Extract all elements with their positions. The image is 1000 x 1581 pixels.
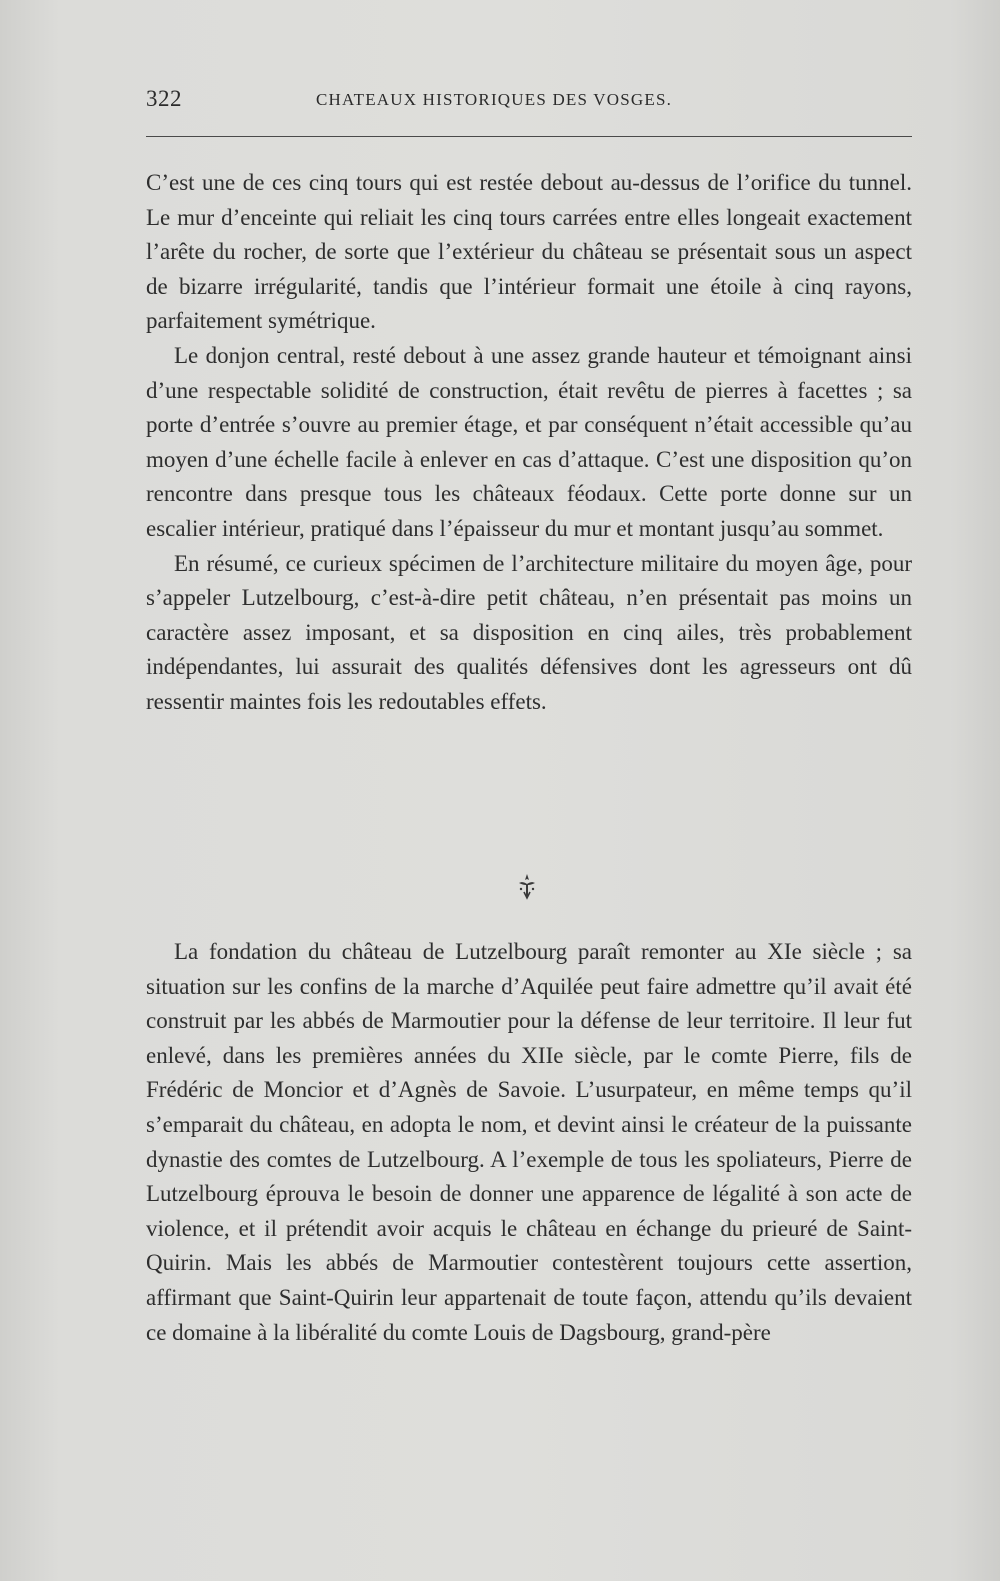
running-title: CHATEAUX HISTORIQUES DES VOSGES. [316,90,673,109]
paragraph-3: En résumé, ce curieux spécimen de l’architecture militaire du moyen âge, pour s’appeler Lutzelbourg, c’est-à-dire petit château, n’en présentait pas moins un caractère assez imposant, et sa disposition en cinq ailes, très probablement indépendantes, lui assurait des qualités défensives dont les agresseurs ont dû ressentir maintes fois les redoutables effets. [146,550,912,714]
page-number: 322 [146,86,182,111]
paragraph-1: C’est une de ces cinq tours qui est restée debout au-dessus de l’orifice du tunnel. Le mur d’enceinte qui reliait les cinq tours carrées entre elles longeait exactement l’arête du rocher, de sorte que l’extérieur du château se présentait sous un aspect de bizarre irrégularité, tandis que l’intérieur formait une étoile à cinq rayons, parfaitement symétrique. [146,170,912,334]
paragraph-4: La fondation du château de Lutzelbourg paraît remonter au XIe siècle ; sa situation sur les confins de la marche d’Aquilée peut faire admettre qu’il avait été construit par les abbés de Marmoutier pour la défense de leur territoire. Il leur fut enlevé, dans les premières années du XIIe siècle, par le comte Pierre, fils de Frédéric de Moncior et d’Agnès de Savoie. L’usurpateur, en même temps qu’il s’emparait du château, en adopta le nom, et devint ainsi le créateur de la puissante dynastie des comtes de Lutzelbourg. A l’exemple de tous les spoliateurs, Pierre de Lutzelbourg éprouva le besoin de donner une apparence de légalité à son acte de violence, et il prétendit avoir acquis le château en échange du prieuré de Saint-Quirin. Mais les abbés de Marmoutier contestèrent toujours cette assertion, affirmant que Saint-Quirin leur appartenait de toute façon, attendu qu’ils devaient ce domaine à la libéralité du comte Louis de Dagsbourg, grand-père [146,939,912,1345]
page-header [146,86,912,120]
body-text-upper [146,166,912,720]
paragraph-2: Le donjon central, resté debout à une assez grande hauteur et témoignant ainsi d’une respectable solidité de construction, était revêtu de pierres à facettes ; sa porte d’entrée s’ouvre au premier étage, et par conséquent n’était accessible qu’au moyen d’une échelle facile à enlever en cas d’attaque. C’est une disposition qu’on rencontre dans presque tous les châteaux féodaux. Cette porte donne sur un escalier intérieur, pratiqué dans l’épaisseur du mur et montant jusqu’au sommet. [146,342,912,541]
header-rule [146,136,912,137]
body-text-lower [146,935,912,1350]
fleuron-icon [515,872,539,902]
